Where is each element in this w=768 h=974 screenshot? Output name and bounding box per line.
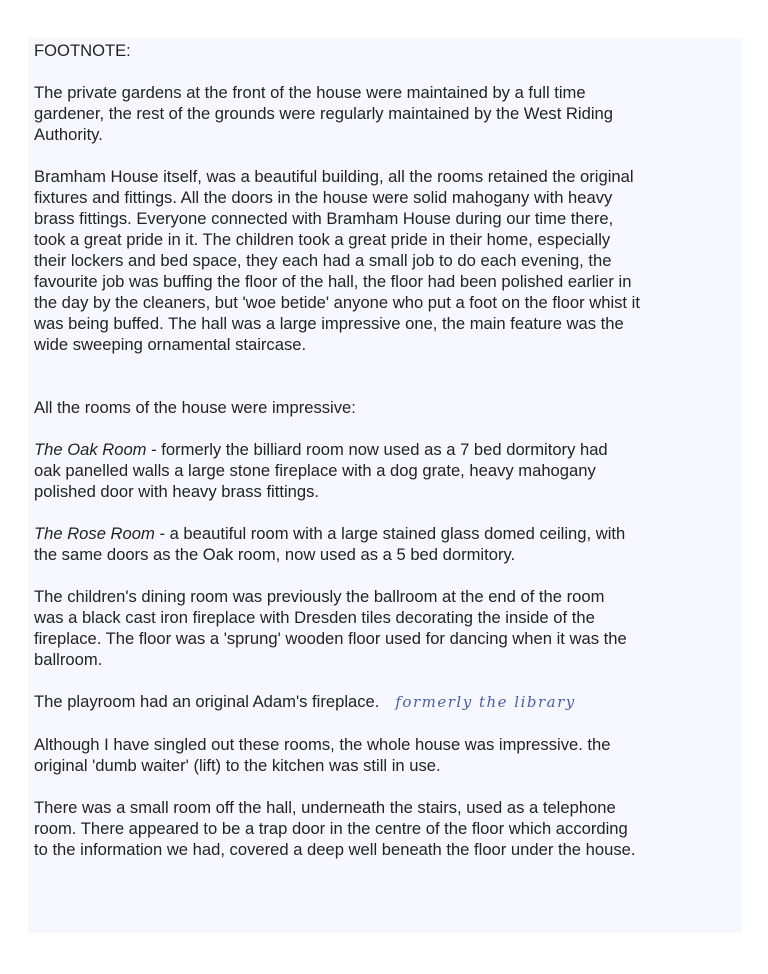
- paragraph-dining-room: The children's dining room was previously the ballroom at the end of the room was a black cast iron fireplace with Dresden tiles decorating the inside of the fireplace. The floor was a 'sprung' wooden floor used for dancing when it was the ballroom.: [34, 587, 627, 669]
- paragraph-rose-room: The Rose Room - a beautiful room with a large stained glass domed ceiling, with the same doors as the Oak room, now used as a 5 bed dormitory.: [34, 524, 626, 564]
- handwritten-annotation: formerly the library: [395, 693, 576, 711]
- footnote-document: [34, 40, 742, 860]
- paragraph-gardens: The private gardens at the front of the house were maintained by a full time gardener, the rest of the grounds were regularly maintained by the West Riding Authority.: [34, 83, 613, 144]
- rose-room-title: The Rose Room: [34, 524, 155, 543]
- paragraph-dumb-waiter: Although I have singled out these rooms, the whole house was impressive. the original 'dumb waiter' (lift) to the kitchen was still in use.: [34, 735, 611, 775]
- footnote-heading: FOOTNOTE:: [34, 41, 131, 60]
- paragraph-bramham-house: Bramham House itself, was a beautiful building, all the rooms retained the original fixtures and fittings. All the doors in the house were solid mahogany with heavy brass fittings. Everyone connected with Bramham House during our time there, took a great pride in it. The children took a great pride in their home, especially their lockers and bed space, they each had a small job to do each evening, the favourite job was buffing the floor of the hall, the floor had been polished earlier in the day by the cleaners, but 'woe betide' anyone who put a foot on the floor whist it was being buffed. The hall was a large impressive one, the main feature was the wide sweeping ornamental staircase.: [34, 167, 640, 354]
- paragraph-oak-room: The Oak Room - formerly the billiard room now used as a 7 bed dormitory had oak panelled walls a large stone fireplace with a dog grate, heavy mahogany polished door with heavy brass fittings.: [34, 440, 608, 501]
- paragraph-telephone-room: There was a small room off the hall, underneath the stairs, used as a telephone room. There appeared to be a trap door in the centre of the floor which according to the information we had, covered a deep well beneath the floor under the house.: [34, 798, 636, 859]
- oak-room-title: The Oak Room: [34, 440, 147, 459]
- paragraph-rooms-intro: All the rooms of the house were impressive:: [34, 398, 356, 417]
- paragraph-playroom: The playroom had an original Adam's fireplace. formerly the library: [34, 692, 576, 711]
